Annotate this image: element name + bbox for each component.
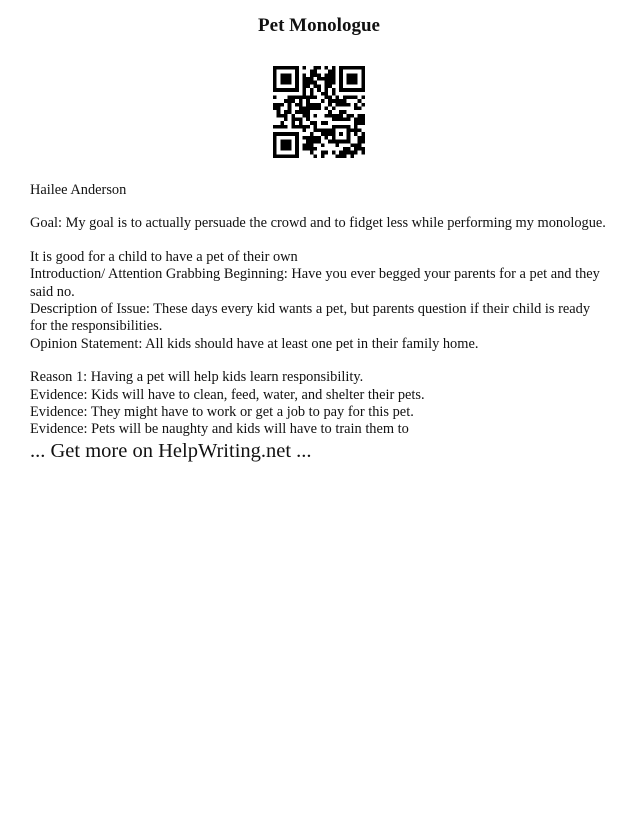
goal-statement: Goal: My goal is to actually persuade the crowd and to fidget less while performing my monologue. bbox=[30, 215, 606, 232]
page-title: Pet Monologue bbox=[258, 15, 380, 36]
promo-link[interactable]: ... Get more on HelpWriting.net ... bbox=[30, 439, 312, 462]
author-name: Hailee Anderson bbox=[30, 182, 127, 198]
evidence-line: Evidence: Pets will be naughty and kids will have to train them to bbox=[30, 421, 409, 438]
thesis-line: It is good for a child to have a pet of their own bbox=[30, 248, 298, 265]
qr-code-icon bbox=[273, 66, 365, 158]
opinion-line: Opinion Statement: All kids should have at least one pet in their family home. bbox=[30, 335, 479, 352]
introduction-line: Introduction/ Attention Grabbing Beginning: Have you ever begged your parents for a pet and they said no. bbox=[30, 266, 600, 300]
description-line: Description of Issue: These days every kid wants a pet, but parents question if their child is ready for the responsibilities. bbox=[30, 301, 591, 335]
reason-line: Reason 1: Having a pet will help kids learn responsibility. bbox=[30, 369, 364, 386]
document-body bbox=[30, 182, 610, 463]
evidence-line: Evidence: They might have to work or get a job to pay for this pet. bbox=[30, 404, 414, 421]
evidence-line: Evidence: Kids will have to clean, feed, water, and shelter their pets. bbox=[30, 386, 425, 403]
